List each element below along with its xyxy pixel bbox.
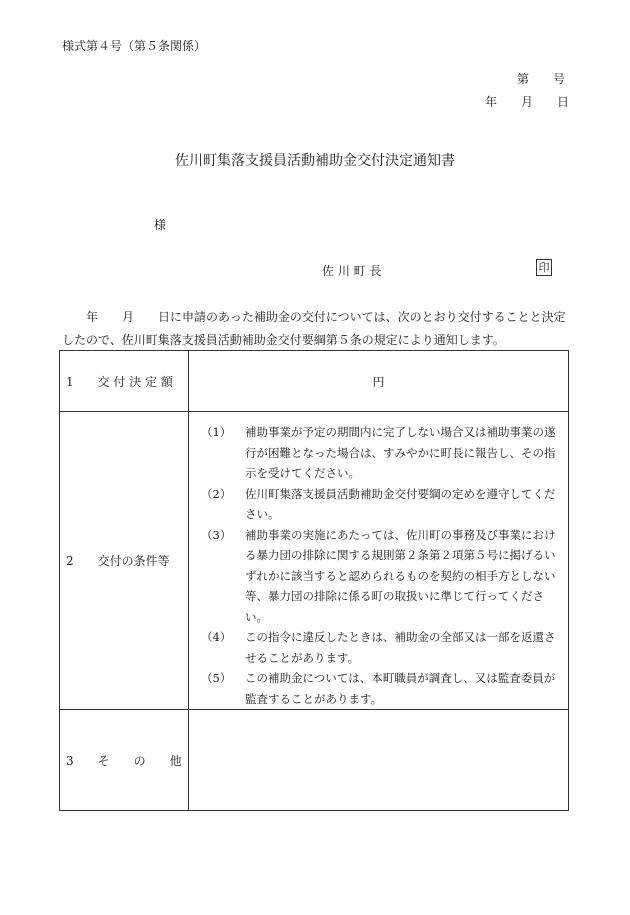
condition-text: この補助金については、本町職員が調査し、又は監査委員が監査することがあります。	[245, 671, 556, 706]
condition-text: 補助事業の実施にあたっては、佐川町の事務及び事業における暴力団の排除に関する規則第２条第２項第５号に掲げるいずれかに該当すると認められるものを契約の相手方としない等、暴力団の排除に係る町の取扱いに準じて行ってください。	[245, 527, 556, 624]
seal-stamp: 印	[536, 259, 552, 276]
condition-number: （1）	[201, 425, 232, 439]
table-row-amount	[60, 351, 569, 412]
body-line-1: 年 月 日に申請のあった補助金の交付については、次のとおり交付することと決定	[86, 310, 566, 324]
decision-table	[59, 350, 569, 811]
amount-value: 円	[189, 351, 569, 412]
table-row-conditions	[60, 412, 569, 710]
condition-number: （2）	[201, 486, 232, 501]
other-value	[189, 710, 569, 811]
condition-item	[201, 627, 558, 668]
form-number: 様式第４号（第５条関係）	[62, 39, 207, 53]
condition-number: （5）	[201, 671, 232, 685]
condition-number: （4）	[201, 630, 232, 644]
table-row-other	[60, 710, 569, 811]
condition-text: 補助事業が予定の期間内に完了しない場合又は補助事業の遂行が困難となった場合は、すみやかに町長に報告し、その指示を受けてください。	[245, 425, 556, 480]
conditions-cell	[189, 412, 569, 710]
condition-item	[201, 668, 558, 709]
amount-label: 1 交 付 決 定 額	[60, 351, 189, 412]
sender-mayor: 佐 川 町 長	[322, 264, 382, 278]
condition-item	[201, 484, 558, 525]
document-title: 佐川町集落支援員活動補助金交付決定通知書	[175, 153, 455, 169]
condition-item	[201, 525, 558, 628]
date-line: 年 月 日	[485, 95, 570, 109]
condition-number: （3）	[201, 527, 232, 542]
condition-item	[201, 422, 558, 484]
conditions-list	[189, 412, 568, 709]
addressee-honorific: 様	[154, 218, 167, 232]
conditions-label: 2 交付の条件等	[60, 412, 189, 710]
other-label: 3 そ の 他	[60, 710, 189, 811]
condition-text: 佐川町集落支援員活動補助金交付要綱の定めを遵守してください。	[245, 486, 556, 521]
notification-body	[62, 306, 570, 352]
body-line-2: したので、佐川町集落支援員活動補助金交付要綱第５条の規定により通知します。	[62, 333, 505, 347]
condition-text: この指令に違反したときは、補助金の全部又は一部を返還させることがあります。	[245, 630, 556, 665]
document-number-line: 第 号	[517, 72, 566, 86]
